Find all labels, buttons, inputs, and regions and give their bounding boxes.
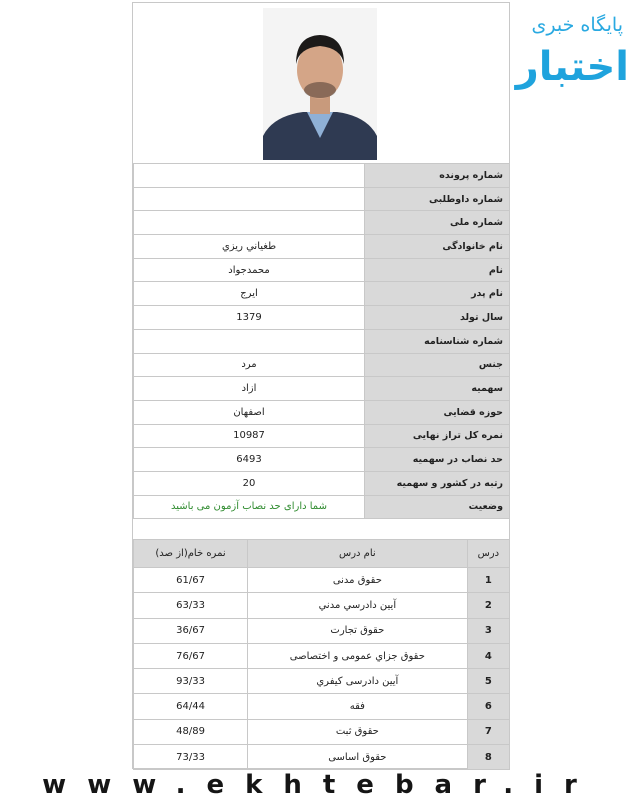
- grade-index: 2: [467, 593, 509, 618]
- grade-row: [134, 669, 510, 694]
- grade-row: [134, 593, 510, 618]
- grade-score: 36/67: [134, 618, 248, 643]
- grade-subject: آيين دادرسي مدني: [248, 593, 468, 618]
- info-value: محمدجواد: [134, 258, 365, 282]
- grade-index: 1: [467, 568, 509, 593]
- info-row: [134, 353, 510, 377]
- grade-score: 48/89: [134, 719, 248, 744]
- info-label: نام خانوادگی: [365, 235, 510, 259]
- grade-score: 76/67: [134, 643, 248, 668]
- info-value: [134, 187, 365, 211]
- info-value: [134, 164, 365, 188]
- info-value: مرد: [134, 353, 365, 377]
- info-value: [134, 329, 365, 353]
- grade-row: [134, 568, 510, 593]
- status-value: شما دارای حد نصاب آزمون می باشید: [134, 495, 365, 519]
- grade-score: 61/67: [134, 568, 248, 593]
- grade-row: [134, 643, 510, 668]
- brand-logo: [515, 8, 635, 112]
- info-label: شماره شناسنامه: [365, 329, 510, 353]
- info-row: [134, 282, 510, 306]
- grade-score: 64/44: [134, 694, 248, 719]
- info-value: [134, 211, 365, 235]
- info-label: سهميه: [365, 377, 510, 401]
- grades-header-row: [134, 540, 510, 568]
- info-label: حد نصاب در سهمیه: [365, 448, 510, 472]
- info-value: 20: [134, 471, 365, 495]
- grade-subject: حقوق جزاي عمومی و اختصاصی: [248, 643, 468, 668]
- info-row: [134, 211, 510, 235]
- grade-subject: حقوق اساسی: [248, 745, 468, 770]
- info-label: جنس: [365, 353, 510, 377]
- info-label: حوزه قضایی: [365, 400, 510, 424]
- info-label: نام پدر: [365, 282, 510, 306]
- info-row: [134, 400, 510, 424]
- grade-index: 8: [467, 745, 509, 770]
- header-subject: نام درس: [248, 540, 468, 568]
- info-row: [134, 164, 510, 188]
- info-value: اصفهان: [134, 400, 365, 424]
- grade-subject: فقه: [248, 694, 468, 719]
- info-row: [134, 495, 510, 519]
- grade-subject: حقوق مدنی: [248, 568, 468, 593]
- grade-score: 73/33: [134, 745, 248, 770]
- grade-index: 4: [467, 643, 509, 668]
- info-label: وضعیت: [365, 495, 510, 519]
- info-value: 1379: [134, 306, 365, 330]
- info-row: [134, 471, 510, 495]
- grade-index: 7: [467, 719, 509, 744]
- grade-score: 63/33: [134, 593, 248, 618]
- header-index: درس: [467, 540, 509, 568]
- portrait-image: [263, 8, 377, 160]
- grade-row: [134, 618, 510, 643]
- info-value: 6493: [134, 448, 365, 472]
- logo-subtitle: پایگاه خبری: [531, 14, 623, 36]
- grade-row: [134, 694, 510, 719]
- grades-table: [133, 539, 510, 770]
- info-label: سال تولد: [365, 306, 510, 330]
- info-label: نمره کل تراز نهایی: [365, 424, 510, 448]
- info-row: [134, 258, 510, 282]
- grade-subject: حقوق تجارت: [248, 618, 468, 643]
- info-row: [134, 306, 510, 330]
- info-value: ايرج: [134, 282, 365, 306]
- grade-row: [134, 745, 510, 770]
- candidate-info-table: [133, 163, 510, 519]
- info-label: شماره داوطلبی: [365, 187, 510, 211]
- info-value: ازاد: [134, 377, 365, 401]
- info-row: [134, 187, 510, 211]
- grade-subject: حقوق ثبت: [248, 719, 468, 744]
- info-value: طغياني ريزي: [134, 235, 365, 259]
- info-row: [134, 235, 510, 259]
- grade-subject: آيين دادرسی کيفري: [248, 669, 468, 694]
- info-row: [134, 377, 510, 401]
- info-label: شماره پرونده: [365, 164, 510, 188]
- logo-title: اختبار: [515, 44, 629, 90]
- info-row: [134, 448, 510, 472]
- info-row: [134, 329, 510, 353]
- site-url-watermark: www.ekhtebar.ir: [42, 770, 598, 800]
- grade-index: 3: [467, 618, 509, 643]
- info-label: رتبه در کشور و سهمیه: [365, 471, 510, 495]
- grade-score: 93/33: [134, 669, 248, 694]
- grade-index: 6: [467, 694, 509, 719]
- info-value: 10987: [134, 424, 365, 448]
- grade-index: 5: [467, 669, 509, 694]
- candidate-photo: [263, 8, 377, 160]
- info-label: نام: [365, 258, 510, 282]
- grade-row: [134, 719, 510, 744]
- info-row: [134, 424, 510, 448]
- info-label: شماره ملی: [365, 211, 510, 235]
- header-score: نمره خام(از صد): [134, 540, 248, 568]
